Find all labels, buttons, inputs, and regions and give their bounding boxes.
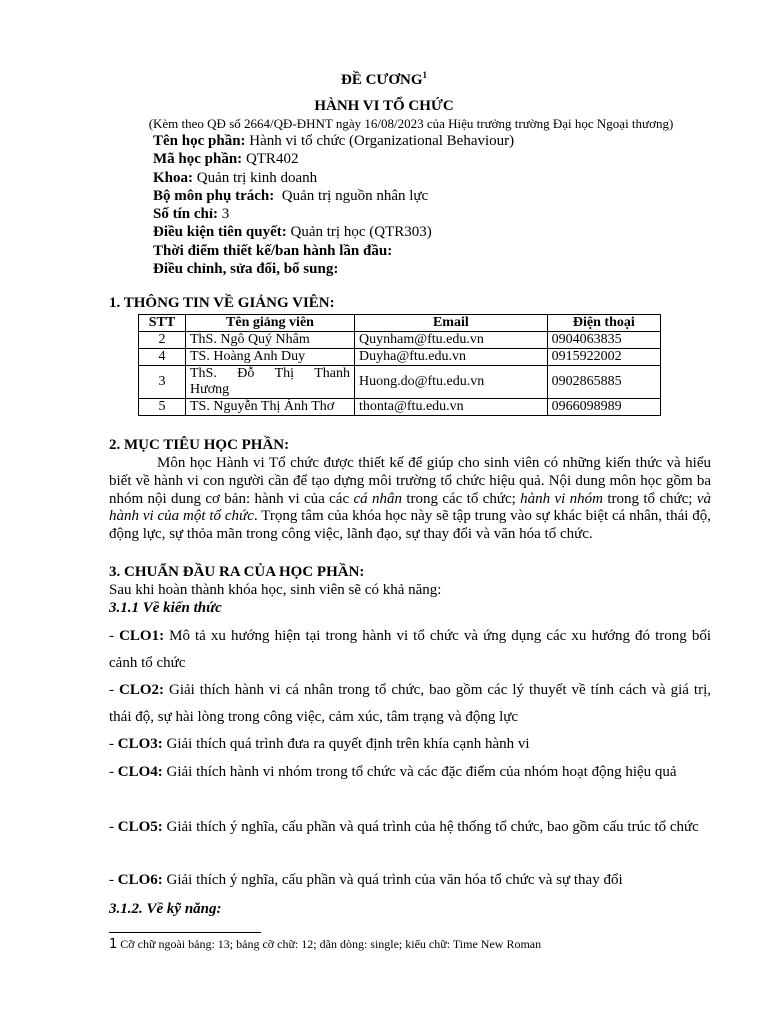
table-row: 4 TS. Hoàng Anh Duy Duyha@ftu.edu.vn 0915922002	[139, 349, 661, 366]
course-title: HÀNH VI TỔ CHỨC	[314, 98, 454, 114]
faculty-row: Khoa: Quản trị kinh doanh	[153, 169, 318, 186]
lecturer-table	[138, 314, 661, 416]
footnote-ref: 1	[422, 70, 428, 80]
credits-row: Số tín chỉ: 3	[153, 206, 230, 223]
section-2-heading: 2. MỤC TIÊU HỌC PHẦN:	[109, 437, 290, 453]
col-phone: Điện thoại	[547, 315, 660, 332]
footnote: 1 Cỡ chữ ngoài bảng: 13; bảng cỡ chữ: 12; dãn dòng: single; kiểu chữ: Time New Roman	[109, 937, 542, 952]
department-row: Bộ môn phụ trách: Quản trị nguồn nhân lực	[153, 187, 429, 204]
first-issue-row: Thời điểm thiết kế/ban hành lần đầu:	[153, 242, 393, 259]
table-header-row	[139, 315, 661, 332]
course-name-row: Tên học phần: Hành vi tổ chức (Organizational Behaviour)	[153, 133, 515, 149]
footnote-separator	[109, 932, 261, 933]
course-code-row: Mã học phần: QTR402	[153, 151, 299, 168]
section-3-heading: 3. CHUẨN ĐẦU RA CỦA HỌC PHẦN:	[109, 564, 365, 580]
knowledge-subheading: 3.1.1 Về kiến thức	[109, 600, 222, 616]
outcomes-intro: Sau khi hoàn thành khóa học, sinh viên sẽ có khả năng:	[109, 582, 442, 598]
clo-item: - CLO5: Giải thích ý nghĩa, cấu phần và quá trình của hệ thống tổ chức, bao gồm cấu trúc tổ chức	[109, 819, 699, 835]
course-info	[153, 132, 514, 278]
clo-item: - CLO6: Giải thích ý nghĩa, cấu phần và quá trình của văn hóa tổ chức và sự thay đổi	[109, 872, 623, 888]
clo-item: - CLO1: Mô tả xu hướng hiện tại trong hành vi tổ chức và ứng dụng các xu hướng đó trong bối cảnh tổ chức	[109, 628, 712, 671]
clo-item: - CLO3: Giải thích quá trình đưa ra quyết định trên khía cạnh hành vi	[109, 736, 530, 752]
doc-title-text: ĐỀ CƯƠNG	[340, 72, 423, 88]
doc-title	[0, 72, 768, 89]
table-row: 5 TS. Nguyễn Thị Ánh Thơ thonta@ftu.edu.vn 0966098989	[139, 399, 661, 416]
decision-subtitle: (Kèm theo QĐ số 2664/QĐ-ĐHNT ngày 16/08/2023 của Hiệu trưởng trường Đại học Ngoại thương)	[148, 116, 674, 131]
objectives-paragraph: Môn học Hành vi Tổ chức được thiết kế để giúp cho sinh viên có những kiến thức và hiểu biết về hành vi con người cần để tạo dựng môi trường tổ chức hiệu quả. Nội dung môn học gồm ba nhóm nội dung cơ bản: hành vi của các cá nhân trong các tổ chức; hành vi nhóm trong tổ chức; và hành vi của một tổ chức. Trọng tâm của khóa học này sẽ tập trung vào sự khác biệt cá nhân, thái độ, động lực, sự thỏa mãn trong công việc, lãnh đạo, sự thay đổi và văn hóa tổ chức.	[109, 455, 711, 543]
col-email: Email	[355, 315, 548, 332]
section-1-heading: 1. THÔNG TIN VỀ GIẢNG VIÊN:	[109, 295, 335, 311]
clo-item: - CLO4: Giải thích hành vi nhóm trong tổ chức và các đặc điểm của nhóm hoạt động hiệu quả	[109, 764, 677, 780]
prerequisite-row: Điều kiện tiên quyết: Quản trị học (QTR303)	[153, 224, 432, 241]
table-row: 3 ThS. Đỗ Thị Thanh Hương Huong.do@ftu.edu.vn 0902865885	[139, 366, 661, 399]
col-name: Tên giảng viên	[186, 315, 355, 332]
skills-subheading: 3.1.2. Về kỹ năng:	[109, 901, 222, 917]
clo-item: - CLO2: Giải thích hành vi cá nhân trong tổ chức, bao gồm các lý thuyết về tính cách và giá trị, thái độ, sự hài lòng trong công việc, cảm xúc, tâm trạng và động lực	[109, 682, 711, 725]
revision-row: Điều chỉnh, sửa đổi, bổ sung:	[153, 261, 339, 278]
table-row: 2 ThS. Ngô Quý Nhâm Quynham@ftu.edu.vn 0904063835	[139, 332, 661, 349]
col-stt: STT	[139, 315, 186, 332]
